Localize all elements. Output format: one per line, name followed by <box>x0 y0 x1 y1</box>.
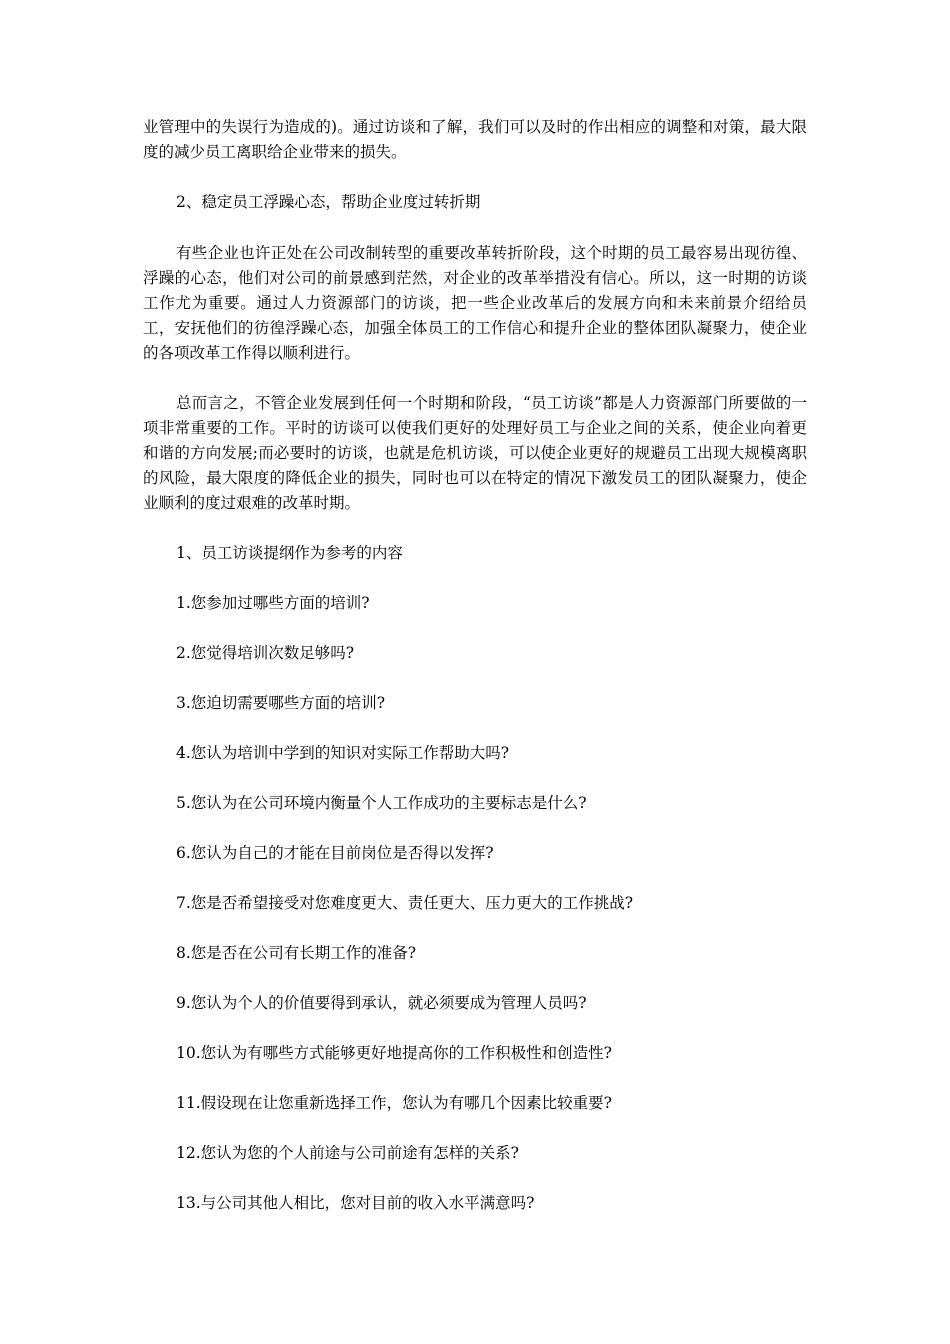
question-item: 8.您是否在公司有长期工作的准备? <box>176 944 417 962</box>
question-item: 9.您认为个人的价值要得到承认，就必须要成为管理人员吗? <box>176 994 587 1012</box>
outline-heading: 1、员工访谈提纲作为参考的内容 <box>176 544 403 562</box>
question-item: 12.您认为您的个人前途与公司前途有怎样的关系? <box>176 1144 519 1162</box>
section-heading: 2、稳定员工浮躁心态，帮助企业度过转折期 <box>176 193 481 211</box>
question-item: 2.您觉得培训次数足够吗? <box>176 644 355 662</box>
question-item: 7.您是否希望接受对您难度更大、责任更大、压力更大的工作挑战? <box>176 894 634 912</box>
question-item: 4.您认为培训中学到的知识对实际工作帮助大吗? <box>176 744 510 762</box>
question-item: 10.您认为有哪些方式能够更好地提高你的工作积极性和创造性? <box>176 1044 612 1062</box>
question-item: 6.您认为自己的才能在目前岗位是否得以发挥? <box>176 844 494 862</box>
question-item: 5.您认为在公司环境内衡量个人工作成功的主要标志是什么? <box>176 794 587 812</box>
summary-paragraph: 总而言之，不管企业发展到任何一个时期和阶段，“员工访谈”都是人力资源部门所要做的一项非常重要的工作。平时的访谈可以使我们更好的处理好员工与企业之间的关系，使企业向着更和谐的方向发展;而必要时的访谈，也就是危机访谈，可以使企业更好的规避员工出现大规模离职的风险，最大限度的降低企业的损失，同时也可以在特定的情况下激发员工的团队凝聚力，使企业顺利的度过艰难的改革时期。 <box>143 394 807 512</box>
body-paragraph: 有些企业也许正处在公司改制转型的重要改革转折阶段，这个时期的员工最容易出现彷徨、浮躁的心态，他们对公司的前景感到茫然，对企业的改革举措没有信心。所以，这一时期的访谈工作尤为重要。通过人力资源部门的访谈，把一些企业改革后的发展方向和未来前景介绍给员工，安抚他们的彷徨浮躁心态，加强全体员工的工作信心和提升企业的整体团队凝聚力，使企业的各项改革工作得以顺利进行。 <box>143 244 807 362</box>
question-item: 3.您迫切需要哪些方面的培训? <box>176 694 386 712</box>
question-item: 1.您参加过哪些方面的培训? <box>176 594 370 612</box>
question-item: 13.与公司其他人相比，您对目前的收入水平满意吗? <box>176 1194 535 1212</box>
question-item: 11.假设现在让您重新选择工作，您认为有哪几个因素比较重要? <box>176 1094 612 1112</box>
continuation-paragraph: 业管理中的失误行为造成的)。通过访谈和了解，我们可以及时的作出相应的调整和对策，最大限度的减少员工离职给企业带来的损失。 <box>143 118 807 161</box>
